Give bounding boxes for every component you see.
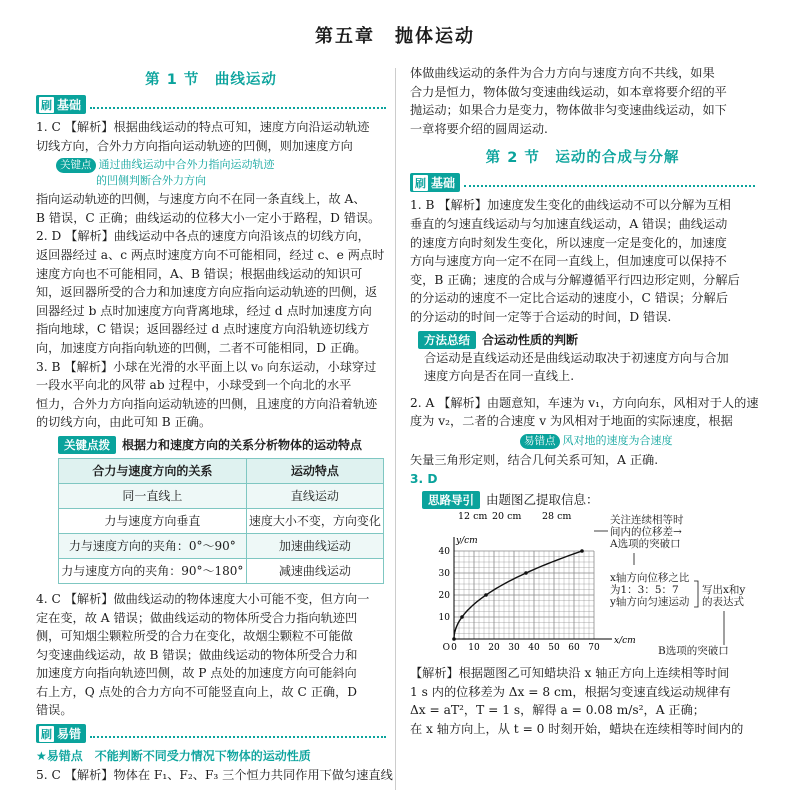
- answer-q2: 2. D 【解析】曲线运动中各点的速度方向沿该点的切线方向， 返回器经过 a、c 两点时速度方向不可能相同，经过 c、e 两点时 速度方向也不可能相同，A、B 错误；根据曲线运动的知识可 知，返回器所受的合力和加速度方向应指向运动轨迹的凹侧，返 回器经过 b 点时加速度方向背离地球，经过 d 点时加速度方向 指向地球，C 错误；返回器经过 d 点时速度方向沿轨迹切线方 向，加速度方向指向轨迹的凹侧，二者不可能相同，D 正确。: [36, 229, 385, 355]
- jichu-header: [36, 95, 386, 114]
- dotted-rule: [464, 179, 755, 187]
- x-tick-label: 30: [508, 643, 520, 654]
- top-label: 28 cm: [542, 511, 572, 523]
- annotation-text: B选项的突破口: [658, 645, 729, 658]
- method-head: 合运动性质的判断: [482, 332, 579, 347]
- key-point-note: 关键点 通过曲线运动中合外力指向运动轨迹 的凹侧判断合外力方向: [56, 157, 386, 188]
- annotation-text: x轴方向位移之比: [610, 572, 690, 585]
- data-point: [460, 615, 464, 619]
- x-tick-label: 40: [528, 643, 540, 654]
- x-tick-label: 60: [568, 643, 580, 654]
- analysis: 【解析】根据题图乙可知蜡块沿 x 轴正方向上连续相等时间 1 s 内的位移差为 Δx = 8 cm，根据匀变速直线运动规律有 Δx = aT²，T = 1 s，解得 a = 0.08 m/s²，A 正确； 在 x 轴方向上，从 t = 0 时刻开始，蜡块在连续相等时间内的: [410, 666, 744, 736]
- chart-grid: [454, 551, 594, 639]
- table-row: 力与速度方向垂直 速度大小不变，方向变化: [59, 508, 384, 533]
- keypoint-header: [58, 436, 386, 454]
- table-row: 力与速度方向的夹角：90°～180° 减速曲线运动: [59, 558, 384, 583]
- guide-header: 思路导引 由题图乙提取信息：: [422, 490, 755, 509]
- jichu-badge: 刷 基础: [410, 173, 460, 192]
- chart-axes: [439, 511, 636, 653]
- top-label: 20 cm: [492, 511, 522, 523]
- jichu-header-2: [410, 173, 755, 192]
- answer-q5: 5. C 【解析】物体在 F₁、F₂、F₃ 三个恒力共同作用下做匀速直线: [36, 767, 393, 782]
- x-tick-label: 70: [588, 643, 600, 654]
- annotation-text: A选项的突破口: [610, 538, 681, 551]
- annotation-text: 写出x和y: [702, 584, 746, 597]
- y-tick-label: 20: [438, 591, 450, 602]
- x-tick-label: 10: [468, 643, 480, 654]
- answer-r-q1: 1. B 【解析】加速度发生变化的曲线运动不可以分解为互相 垂直的匀速直线运动与匀加速直线运动，A 错误；曲线运动 的速度方向时刻发生变化，所以速度一定是变化的，加速度 方向与速度方向一定不在同一直线上，但加速度可以保持不 变，B 正确；速度的合成与分解遵循平行四边形定则，分解后 的分运动的速度不一定比合运动的速度小，C 错误；分解后 的分运动的时间一定等于合运动的时间，D 错误.: [410, 198, 740, 324]
- method-header: [418, 331, 755, 349]
- top-label: 12 cm: [458, 511, 488, 523]
- data-point: [580, 549, 584, 553]
- answer-r-q2: 2. A 【解析】由题意知，车速为 v₁，方向向东，风相对于人的速 度为 v₂，二者的合速度 v 为风相对于地面的实际速度，根据 易错点 风对地的速度为合速度 矢量三角形定则，结合几何关系可知，A 正确.: [410, 395, 759, 467]
- data-point: [524, 571, 528, 575]
- yicuo-header: [36, 724, 386, 743]
- section-title-2: 第 2 节 运动的合成与分解: [485, 150, 680, 167]
- tip-note: 易错点 风对地的速度为合速度: [520, 433, 755, 449]
- y-tick-label: 40: [438, 547, 450, 558]
- answer-q3: 3. B 【解析】小球在光滑的水平面上以 v₀ 向东运动，小球穿过 一段水平向北的风带 ab 过程中，小球受到一个向北的水平 恒力，合外力方向指向运动轨迹的凹侧，且速度的方向沿着轨迹 的切线方向，由此可知 B 正确。: [36, 359, 378, 430]
- annotation-text: y轴方向匀速运动: [610, 596, 690, 609]
- right-column: [410, 64, 759, 738]
- chapter-title: 第五章 抛体运动: [315, 26, 475, 47]
- keypoint-pill: 关键点拨: [58, 436, 116, 454]
- keypoint-table: [58, 458, 384, 584]
- annotation-text: 为1：3：5：7: [610, 584, 679, 597]
- column-divider: [395, 68, 396, 790]
- y-tick-label: 10: [438, 613, 450, 624]
- section-title-1: 第 1 节 曲线运动: [145, 72, 277, 88]
- data-point: [452, 637, 456, 641]
- guide-pill: 思路导引: [422, 491, 480, 509]
- yicuo-point: ★易错点 不能判断不同受力情况下物体的运动性质: [36, 749, 311, 764]
- answer-r-q3: 3. D: [410, 471, 438, 486]
- x-axis-label: x/cm: [614, 636, 636, 647]
- y-axis-label: y/cm: [456, 536, 478, 547]
- trajectory-chart: [424, 511, 764, 661]
- table-row: 同一直线上 直线运动: [59, 483, 384, 508]
- x-tick-label: 50: [548, 643, 560, 654]
- keypoint-head: 根据力和速度方向的关系分析物体的运动特点: [122, 437, 363, 452]
- table-header-row: 合力与速度方向的关系 运动特点: [59, 458, 384, 483]
- method-pill: 方法总结: [418, 331, 476, 349]
- origin-label: O: [442, 643, 450, 654]
- yicuo-badge: 刷 易错: [36, 724, 86, 743]
- answer-q4: 4. C 【解析】做曲线运动的物体速度大小可能不变，但方向一 定在变，故 A 错误；做曲线运动的物体所受合力指向轨迹凹 侧，可知烟尘颗粒所受的合力在变化，故烟尘颗粒不可能做 匀变速曲线运动，故 B 错误；做曲线运动的物体所受合力和 加速度方向指向轨迹凹侧，故 P 点处的加速度方向可能斜向 右上方，Q 点处的合力方向不可能竖直向上，故 C 正确，D 错误。: [36, 591, 370, 718]
- table-row: 力与速度方向的夹角：0°～90° 加速曲线运动: [59, 533, 384, 558]
- annotation-text: 间内的位移差→: [610, 526, 682, 539]
- annotation-text: 关注连续相等时: [610, 514, 684, 527]
- answer-q1: 1. C 【解析】根据曲线运动的特点可知，速度方向沿运动轨迹 切线方向，合外力方向指向运动轨迹的凹侧，则加速度方向 关键点 通过曲线运动中合外力指向运动轨迹 的凹侧判断合外力方向 指向运动轨迹的凹侧，与速度方向不在同一条直线上，故 A、 B 错误，C 正确；曲线运动的位移大小一定小于路程，D 错误。: [36, 118, 386, 227]
- annotation-text: 的表达式: [702, 596, 744, 609]
- method-text: 合运动是直线运动还是曲线运动取决于初速度方向与合加 速度方向是否在同一直线上.: [424, 350, 729, 384]
- y-tick-label: 30: [438, 569, 450, 580]
- jichu-badge: 刷 基础: [36, 95, 86, 114]
- x-tick-label: 20: [488, 643, 500, 654]
- brace: [694, 581, 698, 607]
- data-point: [484, 593, 488, 597]
- dotted-rule: [90, 730, 386, 738]
- continued-text: 体做曲线运动的条件为合力方向与速度方向不共线，如果 合力是恒力，物体做匀变速曲线运动，如本章将要介绍的平 抛运动；如果合力是变力，物体做非匀变速曲线运动，如下 一章将要介绍的圆周运动.: [410, 66, 727, 136]
- dotted-rule: [90, 101, 386, 109]
- left-column: [36, 64, 393, 784]
- x-tick-label: 0: [451, 643, 457, 654]
